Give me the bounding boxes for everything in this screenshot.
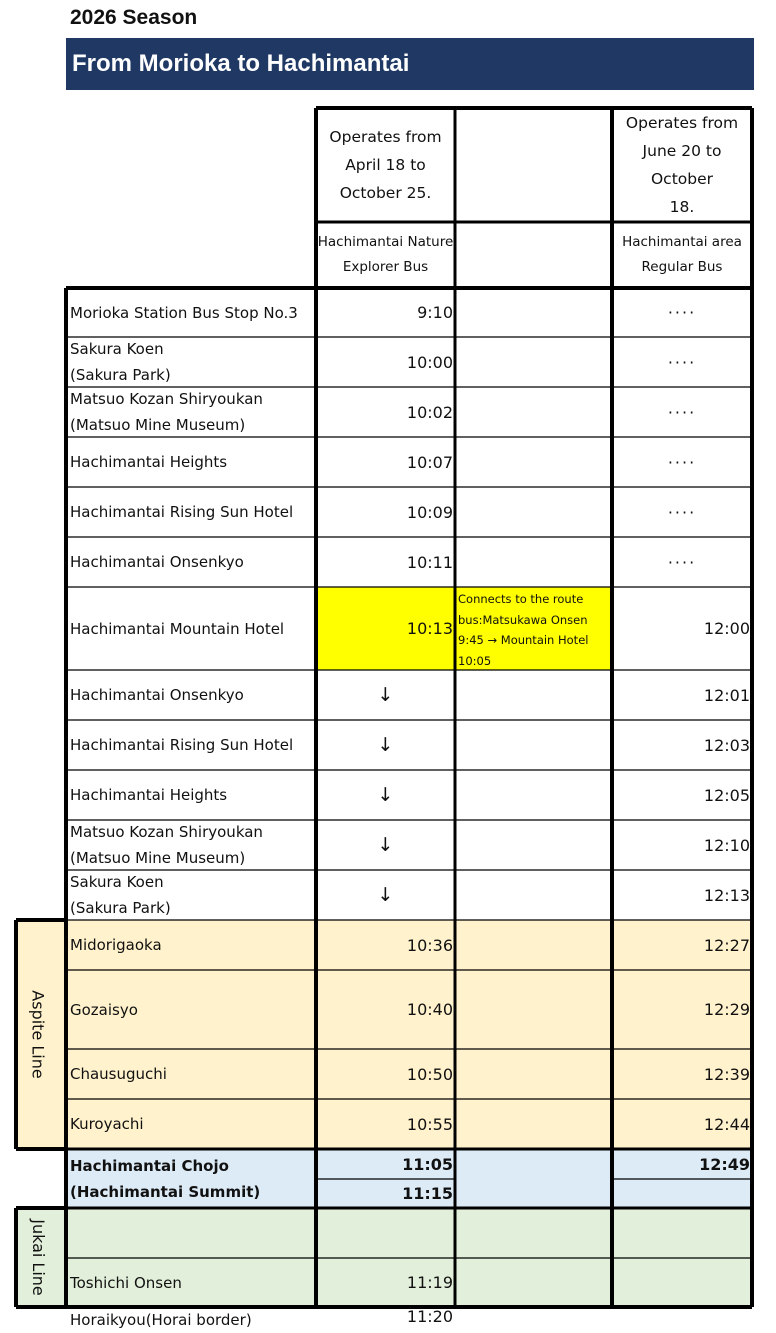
regular-time: 12:49	[699, 1154, 750, 1174]
stop-name-line: Sakura Koen	[70, 340, 164, 358]
text-line: Operates from	[625, 114, 739, 132]
passes-through-arrow: ↓	[377, 784, 394, 806]
stop-name	[66, 1307, 316, 1333]
aspite-line-label: Aspite Line	[28, 989, 48, 1079]
stop-name-line: Hachimantai Chojo	[70, 1156, 229, 1175]
regular-time: 12:05	[703, 785, 750, 805]
text-line: June 20 to October	[642, 142, 722, 188]
regular-time: 12:29	[703, 1000, 750, 1019]
regular-time: 12:03	[703, 735, 750, 755]
stop-name-line: Kuroyachi	[70, 1115, 144, 1133]
connection-note-line: 10:05	[458, 653, 492, 668]
regular-time: 12:10	[703, 835, 750, 855]
stop-name	[66, 1099, 316, 1149]
column-header-explorer-period	[316, 108, 455, 222]
no-service-dots: ····	[667, 552, 697, 572]
stop-name-line: Toshichi Onsen	[70, 1273, 182, 1292]
stop-name-line: Morioka Station Bus Stop No.3	[70, 303, 298, 322]
stop-name-line: Hachimantai Heights	[70, 453, 228, 471]
no-service-dots: ····	[667, 352, 697, 372]
stop-name	[66, 387, 316, 437]
regular-time: 12:44	[703, 1114, 750, 1134]
stop-name-subline: (Hachimantai Summit)	[70, 1182, 261, 1201]
regular-time: 12:00	[703, 619, 750, 638]
page-title: From Morioka to Hachimantai	[66, 38, 754, 90]
stop-name	[66, 770, 316, 820]
stop-name	[66, 920, 316, 970]
text-line: April 18 to	[345, 156, 426, 174]
text-line: Hachimantai area	[622, 234, 742, 250]
regular-time: 12:01	[703, 685, 750, 705]
text-line: Regular Bus	[641, 259, 723, 275]
stop-name	[66, 720, 316, 770]
connection-note-line: 9:45 → Mountain Hotel	[458, 633, 589, 647]
column-header-regular-service	[612, 222, 752, 288]
explorer-time: 11:20	[406, 1307, 453, 1326]
explorer-time: 10:02	[406, 402, 453, 422]
stop-name-subline: (Matsuo Mine Museum)	[70, 849, 246, 867]
explorer-time: 10:11	[406, 552, 453, 572]
column-header-regular-period	[612, 108, 752, 222]
no-service-dots: ····	[667, 502, 697, 522]
stop-name-line: Hachimantai Heights	[70, 786, 228, 804]
stop-name-line: Hachimantai Mountain Hotel	[70, 619, 285, 638]
passes-through-arrow: ↓	[377, 684, 394, 706]
passes-through-arrow: ↓	[377, 734, 394, 756]
stop-name	[66, 1258, 316, 1307]
stop-name-subline: (Sakura Park)	[70, 899, 171, 917]
explorer-time: 10:36	[406, 935, 453, 955]
passes-through-arrow: ↓	[377, 884, 394, 906]
stop-name	[66, 437, 316, 487]
season-label: 2026 Season	[70, 6, 198, 29]
stop-name	[66, 337, 316, 387]
connection-note	[455, 587, 612, 670]
regular-time: 12:39	[703, 1064, 750, 1084]
stop-name-line: Matsuo Kozan Shiryoukan	[70, 823, 263, 841]
connection-note-line: Connects to the route	[458, 592, 584, 606]
stop-name-line: Hachimantai Rising Sun Hotel	[70, 736, 294, 754]
stop-name	[66, 537, 316, 587]
stop-name-line: Midorigaoka	[70, 936, 162, 954]
stop-name	[66, 970, 316, 1049]
text-line: 18.	[669, 198, 695, 216]
text-line: Operates from	[329, 128, 442, 146]
stop-name-line: Horaikyou(Horai border)	[70, 1311, 252, 1329]
stop-name	[66, 587, 316, 670]
stop-name	[66, 820, 316, 870]
text-line: Hachimantai Nature	[317, 234, 454, 250]
stop-name-line: Gozaisyo	[70, 1000, 138, 1019]
stop-name	[66, 1149, 316, 1208]
stop-name	[66, 870, 316, 920]
explorer-time: 10:00	[406, 352, 453, 372]
regular-time: 12:27	[703, 935, 750, 955]
stop-name-subline: (Sakura Park)	[70, 366, 171, 384]
explorer-time: 10:55	[406, 1114, 453, 1134]
passes-through-arrow: ↓	[377, 834, 394, 856]
stop-name	[66, 1049, 316, 1099]
stop-name-line: Chausuguchi	[70, 1065, 167, 1083]
text-line: October 25.	[339, 184, 432, 202]
explorer-time: 9:10	[417, 303, 453, 322]
explorer-time: 10:07	[406, 452, 453, 472]
stop-name-line: Matsuo Kozan Shiryoukan	[70, 390, 263, 408]
text-line: Explorer Bus	[342, 259, 429, 275]
explorer-time: 11:19	[406, 1273, 453, 1292]
no-service-dots: ····	[667, 452, 697, 472]
explorer-departure-time: 11:15	[402, 1184, 453, 1203]
stop-name	[66, 670, 316, 720]
stop-name-line: Hachimantai Rising Sun Hotel	[70, 503, 294, 521]
stop-name-line: Sakura Koen	[70, 873, 164, 891]
explorer-time: 10:13	[316, 587, 455, 670]
explorer-time: 10:40	[406, 1000, 453, 1019]
stop-name-subline: (Matsuo Mine Museum)	[70, 416, 246, 434]
no-service-dots: ····	[667, 402, 697, 422]
column-header-explorer-service	[316, 222, 455, 288]
no-service-dots: ····	[667, 303, 697, 322]
stop-name	[66, 288, 316, 337]
regular-time: 12:13	[703, 885, 750, 905]
explorer-arrival-time: 11:05	[402, 1154, 453, 1174]
stop-name-line: Hachimantai Onsenkyo	[70, 553, 244, 571]
explorer-time: 10:50	[406, 1064, 453, 1084]
stop-name-line: Hachimantai Onsenkyo	[70, 686, 244, 704]
stop-name	[66, 487, 316, 537]
explorer-time: 10:09	[406, 502, 453, 522]
jukai-line-label: Jukai Line	[28, 1218, 48, 1296]
connection-note-line: bus:Matsukawa Onsen	[458, 612, 588, 627]
